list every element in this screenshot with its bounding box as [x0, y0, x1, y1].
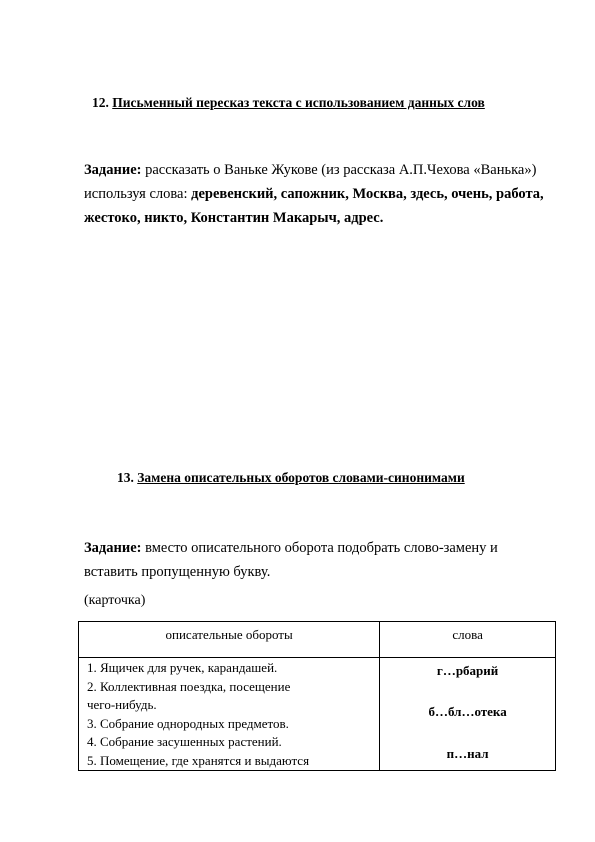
section-13-number: 13. [117, 470, 134, 485]
section-12-heading [92, 95, 485, 111]
table-row [79, 658, 556, 771]
card-note: (карточка) [84, 593, 146, 608]
section-13-task-label: Задание: [84, 540, 142, 556]
list-item: 2. Коллективная поездка, посещение [87, 678, 291, 694]
section-12-task [84, 158, 554, 230]
section-12-task-text: рассказать о Ваньке Жукове (из рассказа А.П.Чехова «Ванька») используя слова: [84, 162, 537, 202]
section-13-heading [117, 470, 465, 486]
section-12-title: Письменный пересказ текста с использованием данных слов [112, 95, 485, 110]
list-item: 4. Собрание засушенных растений. [87, 734, 282, 749]
section-13-task [84, 536, 544, 584]
section-12-task-words: деревенский, сапожник, Москва, здесь, очень, работа, жестоко, никто, Константин Макарыч, адрес. [84, 186, 544, 226]
section-13-title: Замена описательных оборотов словами-синонимами [137, 470, 465, 485]
word-item: г…рбарий [436, 663, 499, 678]
table-header-descriptions: описательные обороты [79, 622, 380, 658]
list-item: 3. Собрание однородных предметов. [87, 715, 289, 731]
descriptions-cell [79, 658, 380, 771]
section-12-number: 12. [92, 95, 109, 110]
word-item: п…нал [446, 746, 489, 761]
table-header-words: слова [380, 622, 556, 658]
list-item: чего-нибудь. [87, 697, 157, 712]
words-cell [380, 658, 556, 771]
table-header-row [79, 622, 556, 658]
section-12-task-label: Задание: [84, 162, 142, 178]
section-13-task-text: вместо описательного оборота подобрать слово-замену и вставить пропущенную букву. [84, 540, 498, 580]
card-table [78, 621, 556, 771]
list-item: 1. Ящичек для ручек, карандашей. [87, 660, 278, 675]
list-item: 5. Помещение, где хранятся и выдаются [87, 752, 310, 768]
word-item: б…бл…отека [428, 704, 507, 719]
